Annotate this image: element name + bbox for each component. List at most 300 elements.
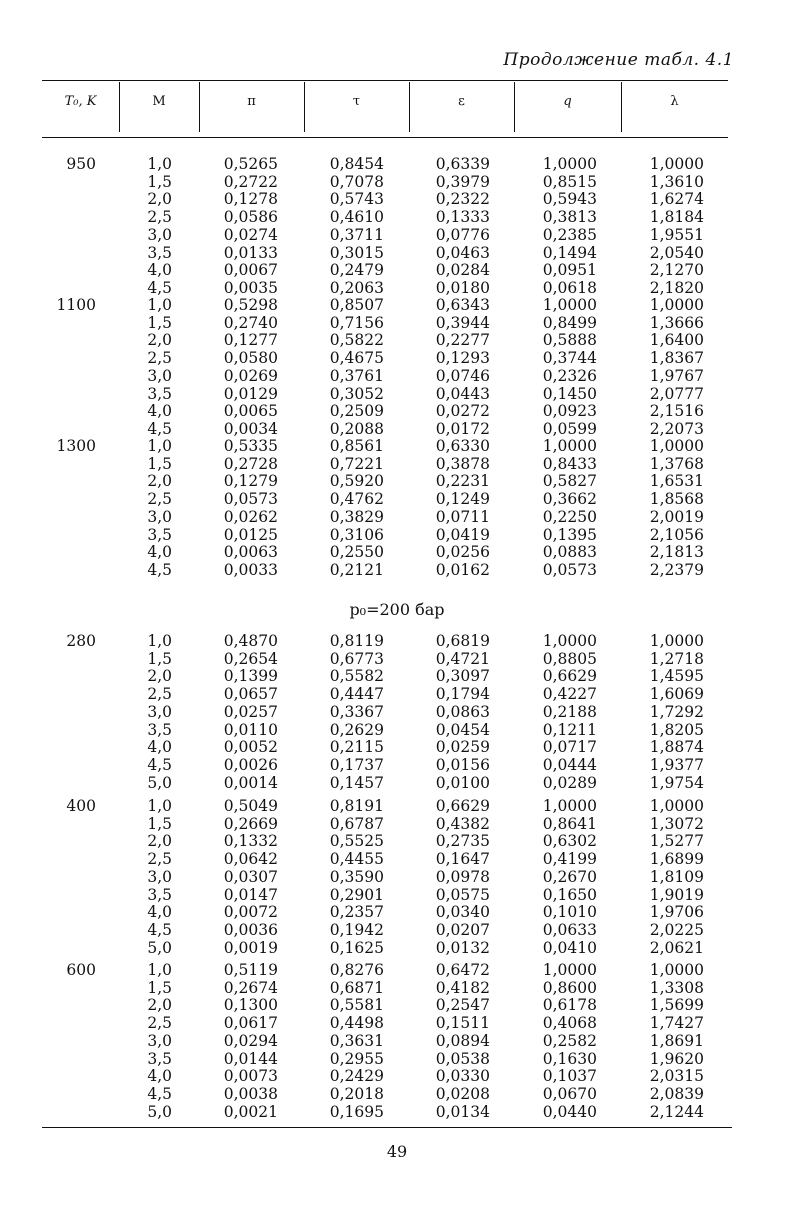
epsilon-cell: 0,2231 bbox=[435, 472, 490, 491]
mach-cell: 3,5 bbox=[147, 243, 172, 262]
tau-cell: 0,2121 bbox=[329, 560, 384, 579]
q-cell: 0,2385 bbox=[542, 225, 597, 244]
mach-cell: 5,0 bbox=[147, 938, 172, 957]
mach-cell: 3,5 bbox=[147, 720, 172, 739]
table-row bbox=[0, 261, 794, 279]
mach-cell: 1,0 bbox=[147, 961, 172, 979]
lambda-cell: 1,0000 bbox=[649, 437, 704, 455]
pi-cell: 0,2674 bbox=[223, 978, 278, 997]
pi-cell: 0,2728 bbox=[223, 454, 278, 473]
lambda-cell: 2,2073 bbox=[649, 419, 704, 438]
mach-cell: 1,5 bbox=[147, 814, 172, 833]
q-cell: 0,3744 bbox=[542, 349, 597, 368]
mach-cell: 4,5 bbox=[147, 920, 172, 939]
table-row bbox=[0, 385, 794, 403]
mach-cell: 1,0 bbox=[147, 632, 172, 650]
epsilon-cell: 0,6819 bbox=[435, 632, 490, 650]
mach-cell: 4,0 bbox=[147, 402, 172, 421]
tau-cell: 0,2357 bbox=[329, 903, 384, 922]
q-cell: 0,2582 bbox=[542, 1031, 597, 1050]
q-cell: 0,4199 bbox=[542, 850, 597, 869]
table-row bbox=[0, 402, 794, 420]
lambda-cell: 2,0315 bbox=[649, 1067, 704, 1086]
tau-cell: 0,8561 bbox=[329, 437, 384, 455]
mach-cell: 3,0 bbox=[147, 225, 172, 244]
q-cell: 0,8641 bbox=[542, 814, 597, 833]
pi-cell: 0,0573 bbox=[223, 490, 278, 509]
pi-cell: 0,0586 bbox=[223, 208, 278, 227]
q-cell: 0,0289 bbox=[542, 773, 597, 792]
table-row bbox=[0, 903, 794, 921]
table-row bbox=[0, 961, 794, 979]
tau-cell: 0,5581 bbox=[329, 996, 384, 1015]
lambda-cell: 2,0621 bbox=[649, 938, 704, 957]
q-cell: 0,8600 bbox=[542, 978, 597, 997]
q-cell: 0,1630 bbox=[542, 1049, 597, 1068]
epsilon-cell: 0,0180 bbox=[435, 278, 490, 297]
mach-cell: 3,5 bbox=[147, 885, 172, 904]
tau-cell: 0,4498 bbox=[329, 1014, 384, 1033]
lambda-cell: 1,8205 bbox=[649, 720, 704, 739]
footer-rule bbox=[42, 1127, 732, 1128]
epsilon-cell: 0,0272 bbox=[435, 402, 490, 421]
lambda-cell: 1,4595 bbox=[649, 667, 704, 686]
mach-cell: 3,5 bbox=[147, 1049, 172, 1068]
mach-cell: 1,5 bbox=[147, 172, 172, 191]
tau-cell: 0,3052 bbox=[329, 384, 384, 403]
table-row bbox=[0, 868, 794, 886]
table-row bbox=[0, 685, 794, 703]
lambda-cell: 1,7427 bbox=[649, 1014, 704, 1033]
lambda-cell: 1,9377 bbox=[649, 755, 704, 774]
lambda-cell: 1,5277 bbox=[649, 832, 704, 851]
pi-cell: 0,2654 bbox=[223, 649, 278, 668]
header-lambda: λ bbox=[670, 94, 679, 109]
lambda-cell: 1,6400 bbox=[649, 331, 704, 350]
lambda-cell: 2,0777 bbox=[649, 384, 704, 403]
q-cell: 0,8805 bbox=[542, 649, 597, 668]
lambda-cell: 1,9620 bbox=[649, 1049, 704, 1068]
epsilon-cell: 0,0207 bbox=[435, 920, 490, 939]
epsilon-cell: 0,0162 bbox=[435, 560, 490, 579]
pi-cell: 0,5265 bbox=[223, 155, 278, 173]
pi-cell: 0,0257 bbox=[223, 702, 278, 721]
table-row bbox=[0, 832, 794, 850]
q-cell: 0,3813 bbox=[542, 208, 597, 227]
mach-cell: 3,0 bbox=[147, 702, 172, 721]
header-pi: π bbox=[247, 94, 256, 109]
tau-cell: 0,8276 bbox=[329, 961, 384, 979]
header-bottom-rule bbox=[42, 137, 728, 138]
header-tau: τ bbox=[352, 94, 361, 109]
pi-cell: 0,0580 bbox=[223, 349, 278, 368]
tau-cell: 0,2629 bbox=[329, 720, 384, 739]
pi-cell: 0,0144 bbox=[223, 1049, 278, 1068]
mach-cell: 3,5 bbox=[147, 525, 172, 544]
tau-cell: 0,1695 bbox=[329, 1102, 384, 1121]
table-row bbox=[0, 1067, 794, 1085]
epsilon-cell: 0,1794 bbox=[435, 685, 490, 704]
pi-cell: 0,0269 bbox=[223, 366, 278, 385]
epsilon-cell: 0,6339 bbox=[435, 155, 490, 173]
mach-cell: 4,5 bbox=[147, 755, 172, 774]
pi-cell: 0,0133 bbox=[223, 243, 278, 262]
pi-cell: 0,0033 bbox=[223, 560, 278, 579]
mach-cell: 2,0 bbox=[147, 667, 172, 686]
header-epsilon: ε bbox=[458, 94, 465, 109]
epsilon-cell: 0,0330 bbox=[435, 1067, 490, 1086]
table-row bbox=[0, 561, 794, 579]
mach-cell: 5,0 bbox=[147, 1102, 172, 1121]
tau-cell: 0,2088 bbox=[329, 419, 384, 438]
table-row bbox=[0, 472, 794, 490]
table-row bbox=[0, 774, 794, 792]
epsilon-cell: 0,1249 bbox=[435, 490, 490, 509]
tau-cell: 0,2063 bbox=[329, 278, 384, 297]
table-row bbox=[0, 756, 794, 774]
lambda-cell: 1,9019 bbox=[649, 885, 704, 904]
lambda-cell: 1,6899 bbox=[649, 850, 704, 869]
lambda-cell: 2,1516 bbox=[649, 402, 704, 421]
lambda-cell: 1,3308 bbox=[649, 978, 704, 997]
epsilon-cell: 0,0284 bbox=[435, 261, 490, 280]
pi-cell: 0,0125 bbox=[223, 525, 278, 544]
table-row bbox=[0, 1103, 794, 1121]
epsilon-cell: 0,1511 bbox=[435, 1014, 490, 1033]
epsilon-cell: 0,3944 bbox=[435, 313, 490, 332]
tau-cell: 0,7078 bbox=[329, 172, 384, 191]
header-q: q bbox=[563, 94, 572, 109]
pi-cell: 0,5119 bbox=[223, 961, 278, 979]
pi-cell: 0,4870 bbox=[223, 632, 278, 650]
epsilon-cell: 0,2735 bbox=[435, 832, 490, 851]
epsilon-cell: 0,1293 bbox=[435, 349, 490, 368]
epsilon-cell: 0,6472 bbox=[435, 961, 490, 979]
tau-cell: 0,2901 bbox=[329, 885, 384, 904]
q-cell: 0,0599 bbox=[542, 419, 597, 438]
lambda-cell: 1,3768 bbox=[649, 454, 704, 473]
lambda-cell: 1,3072 bbox=[649, 814, 704, 833]
lambda-cell: 1,8109 bbox=[649, 867, 704, 886]
table-row bbox=[0, 850, 794, 868]
pi-cell: 0,0073 bbox=[223, 1067, 278, 1086]
pi-cell: 0,0036 bbox=[223, 920, 278, 939]
table-row bbox=[0, 632, 794, 650]
lambda-cell: 1,0000 bbox=[649, 961, 704, 979]
epsilon-cell: 0,0978 bbox=[435, 867, 490, 886]
lambda-cell: 1,0000 bbox=[649, 797, 704, 815]
q-cell: 0,1395 bbox=[542, 525, 597, 544]
epsilon-cell: 0,0419 bbox=[435, 525, 490, 544]
q-cell: 0,8499 bbox=[542, 313, 597, 332]
tau-cell: 0,3590 bbox=[329, 867, 384, 886]
lambda-cell: 2,1056 bbox=[649, 525, 704, 544]
lambda-cell: 1,5699 bbox=[649, 996, 704, 1015]
pi-cell: 0,5049 bbox=[223, 797, 278, 815]
epsilon-cell: 0,0894 bbox=[435, 1031, 490, 1050]
q-cell: 0,0883 bbox=[542, 543, 597, 562]
tau-cell: 0,1942 bbox=[329, 920, 384, 939]
lambda-cell: 1,9551 bbox=[649, 225, 704, 244]
table-row bbox=[0, 996, 794, 1014]
tau-cell: 0,8507 bbox=[329, 296, 384, 314]
pi-cell: 0,0274 bbox=[223, 225, 278, 244]
q-cell: 1,0000 bbox=[542, 632, 597, 650]
q-cell: 0,0573 bbox=[542, 560, 597, 579]
mach-cell: 1,5 bbox=[147, 978, 172, 997]
mach-cell: 4,0 bbox=[147, 1067, 172, 1086]
table-row bbox=[0, 173, 794, 191]
lambda-cell: 1,9767 bbox=[649, 366, 704, 385]
tau-cell: 0,3711 bbox=[329, 225, 384, 244]
q-cell: 0,1494 bbox=[542, 243, 597, 262]
pi-cell: 0,1279 bbox=[223, 472, 278, 491]
lambda-cell: 2,0225 bbox=[649, 920, 704, 939]
pi-cell: 0,0026 bbox=[223, 755, 278, 774]
tau-cell: 0,2509 bbox=[329, 402, 384, 421]
epsilon-cell: 0,0259 bbox=[435, 738, 490, 757]
lambda-cell: 1,6069 bbox=[649, 685, 704, 704]
pi-cell: 0,2669 bbox=[223, 814, 278, 833]
lambda-cell: 2,0839 bbox=[649, 1084, 704, 1103]
table-row bbox=[0, 508, 794, 526]
temperature-cell: 280 bbox=[66, 632, 96, 650]
tau-cell: 0,8119 bbox=[329, 632, 384, 650]
table-row bbox=[0, 921, 794, 939]
pi-cell: 0,0072 bbox=[223, 903, 278, 922]
epsilon-cell: 0,4721 bbox=[435, 649, 490, 668]
lambda-cell: 2,1244 bbox=[649, 1102, 704, 1121]
table-row bbox=[0, 1085, 794, 1103]
mach-cell: 4,5 bbox=[147, 1084, 172, 1103]
tau-cell: 0,2955 bbox=[329, 1049, 384, 1068]
lambda-cell: 1,0000 bbox=[649, 155, 704, 173]
tau-cell: 0,8454 bbox=[329, 155, 384, 173]
q-cell: 1,0000 bbox=[542, 296, 597, 314]
q-cell: 1,0000 bbox=[542, 155, 597, 173]
epsilon-cell: 0,6330 bbox=[435, 437, 490, 455]
q-cell: 0,0923 bbox=[542, 402, 597, 421]
mach-cell: 4,0 bbox=[147, 261, 172, 280]
tau-cell: 0,4675 bbox=[329, 349, 384, 368]
table-row bbox=[0, 526, 794, 544]
q-cell: 0,1450 bbox=[542, 384, 597, 403]
mach-cell: 2,0 bbox=[147, 832, 172, 851]
table-row bbox=[0, 1050, 794, 1068]
tau-cell: 0,6871 bbox=[329, 978, 384, 997]
pi-cell: 0,0294 bbox=[223, 1031, 278, 1050]
epsilon-cell: 0,0454 bbox=[435, 720, 490, 739]
mach-cell: 5,0 bbox=[147, 773, 172, 792]
pi-cell: 0,0617 bbox=[223, 1014, 278, 1033]
epsilon-cell: 0,0538 bbox=[435, 1049, 490, 1068]
table-row bbox=[0, 979, 794, 997]
tau-cell: 0,2429 bbox=[329, 1067, 384, 1086]
epsilon-cell: 0,2547 bbox=[435, 996, 490, 1015]
lambda-cell: 1,9706 bbox=[649, 903, 704, 922]
q-cell: 0,0717 bbox=[542, 738, 597, 757]
pi-cell: 0,0307 bbox=[223, 867, 278, 886]
epsilon-cell: 0,0134 bbox=[435, 1102, 490, 1121]
tau-cell: 0,4762 bbox=[329, 490, 384, 509]
lambda-cell: 1,0000 bbox=[649, 296, 704, 314]
table-row bbox=[0, 367, 794, 385]
q-cell: 0,5943 bbox=[542, 190, 597, 209]
epsilon-cell: 0,0575 bbox=[435, 885, 490, 904]
mach-cell: 4,0 bbox=[147, 543, 172, 562]
q-cell: 0,1037 bbox=[542, 1067, 597, 1086]
table-row bbox=[0, 939, 794, 957]
mach-cell: 4,0 bbox=[147, 738, 172, 757]
header-mach: M bbox=[152, 94, 166, 109]
q-cell: 0,8515 bbox=[542, 172, 597, 191]
table-row bbox=[0, 815, 794, 833]
lambda-cell: 1,6274 bbox=[649, 190, 704, 209]
pi-cell: 0,0129 bbox=[223, 384, 278, 403]
table-row bbox=[0, 490, 794, 508]
tau-cell: 0,5822 bbox=[329, 331, 384, 350]
q-cell: 0,2670 bbox=[542, 867, 597, 886]
tau-cell: 0,3015 bbox=[329, 243, 384, 262]
q-cell: 0,0633 bbox=[542, 920, 597, 939]
tau-cell: 0,5525 bbox=[329, 832, 384, 851]
table-row bbox=[0, 797, 794, 815]
mach-cell: 2,5 bbox=[147, 208, 172, 227]
q-cell: 0,4068 bbox=[542, 1014, 597, 1033]
mach-cell: 2,5 bbox=[147, 349, 172, 368]
temperature-cell: 1100 bbox=[56, 296, 96, 314]
pi-cell: 0,1300 bbox=[223, 996, 278, 1015]
q-cell: 0,5827 bbox=[542, 472, 597, 491]
epsilon-cell: 0,1647 bbox=[435, 850, 490, 869]
tau-cell: 0,2550 bbox=[329, 543, 384, 562]
pi-cell: 0,1278 bbox=[223, 190, 278, 209]
mach-cell: 2,5 bbox=[147, 490, 172, 509]
table-row bbox=[0, 1032, 794, 1050]
pi-cell: 0,0642 bbox=[223, 850, 278, 869]
table-row bbox=[0, 738, 794, 756]
epsilon-cell: 0,0340 bbox=[435, 903, 490, 922]
mach-cell: 3,0 bbox=[147, 507, 172, 526]
epsilon-cell: 0,0256 bbox=[435, 543, 490, 562]
epsilon-cell: 0,0208 bbox=[435, 1084, 490, 1103]
table-row bbox=[0, 886, 794, 904]
table-row bbox=[0, 543, 794, 561]
table-row bbox=[0, 437, 794, 455]
q-cell: 0,8433 bbox=[542, 454, 597, 473]
table-row bbox=[0, 420, 794, 438]
table-row bbox=[0, 667, 794, 685]
page-number: 49 bbox=[386, 1142, 408, 1161]
lambda-cell: 1,3610 bbox=[649, 172, 704, 191]
lambda-cell: 2,0540 bbox=[649, 243, 704, 262]
temperature-cell: 400 bbox=[66, 797, 96, 815]
epsilon-cell: 0,1333 bbox=[435, 208, 490, 227]
tau-cell: 0,4447 bbox=[329, 685, 384, 704]
epsilon-cell: 0,2277 bbox=[435, 331, 490, 350]
tau-cell: 0,3106 bbox=[329, 525, 384, 544]
tau-cell: 0,1625 bbox=[329, 938, 384, 957]
temperature-cell: 1300 bbox=[56, 437, 96, 455]
mach-cell: 2,0 bbox=[147, 331, 172, 350]
table-row bbox=[0, 155, 794, 173]
tau-cell: 0,2018 bbox=[329, 1084, 384, 1103]
epsilon-cell: 0,4382 bbox=[435, 814, 490, 833]
q-cell: 0,4227 bbox=[542, 685, 597, 704]
tau-cell: 0,5582 bbox=[329, 667, 384, 686]
mach-cell: 4,0 bbox=[147, 903, 172, 922]
lambda-cell: 1,6531 bbox=[649, 472, 704, 491]
mach-cell: 2,0 bbox=[147, 996, 172, 1015]
mach-cell: 1,5 bbox=[147, 649, 172, 668]
pi-cell: 0,1277 bbox=[223, 331, 278, 350]
pi-cell: 0,0052 bbox=[223, 738, 278, 757]
epsilon-cell: 0,3979 bbox=[435, 172, 490, 191]
q-cell: 0,0618 bbox=[542, 278, 597, 297]
tau-cell: 0,3367 bbox=[329, 702, 384, 721]
epsilon-cell: 0,0863 bbox=[435, 702, 490, 721]
tau-cell: 0,3761 bbox=[329, 366, 384, 385]
pi-cell: 0,2722 bbox=[223, 172, 278, 191]
epsilon-cell: 0,0172 bbox=[435, 419, 490, 438]
epsilon-cell: 0,0100 bbox=[435, 773, 490, 792]
epsilon-cell: 0,0776 bbox=[435, 225, 490, 244]
table-row bbox=[0, 1014, 794, 1032]
tau-cell: 0,5920 bbox=[329, 472, 384, 491]
pi-cell: 0,1332 bbox=[223, 832, 278, 851]
lambda-cell: 1,8184 bbox=[649, 208, 704, 227]
pi-cell: 0,0262 bbox=[223, 507, 278, 526]
mach-cell: 2,0 bbox=[147, 190, 172, 209]
mach-cell: 3,0 bbox=[147, 867, 172, 886]
q-cell: 0,1650 bbox=[542, 885, 597, 904]
lambda-cell: 1,9754 bbox=[649, 773, 704, 792]
tau-cell: 0,4455 bbox=[329, 850, 384, 869]
lambda-cell: 2,0019 bbox=[649, 507, 704, 526]
pi-cell: 0,0065 bbox=[223, 402, 278, 421]
lambda-cell: 1,3666 bbox=[649, 313, 704, 332]
lambda-cell: 2,1813 bbox=[649, 543, 704, 562]
pi-cell: 0,0063 bbox=[223, 543, 278, 562]
mach-cell: 1,0 bbox=[147, 797, 172, 815]
q-cell: 0,5888 bbox=[542, 331, 597, 350]
epsilon-cell: 0,6343 bbox=[435, 296, 490, 314]
table-row bbox=[0, 703, 794, 721]
tau-cell: 0,4610 bbox=[329, 208, 384, 227]
epsilon-cell: 0,0156 bbox=[435, 755, 490, 774]
mach-cell: 3,0 bbox=[147, 1031, 172, 1050]
pi-cell: 0,0034 bbox=[223, 419, 278, 438]
pi-cell: 0,2740 bbox=[223, 313, 278, 332]
table-row bbox=[0, 208, 794, 226]
mach-cell: 3,5 bbox=[147, 384, 172, 403]
q-cell: 1,0000 bbox=[542, 961, 597, 979]
tau-cell: 0,6773 bbox=[329, 649, 384, 668]
epsilon-cell: 0,0746 bbox=[435, 366, 490, 385]
q-cell: 0,0670 bbox=[542, 1084, 597, 1103]
epsilon-cell: 0,0132 bbox=[435, 938, 490, 957]
q-cell: 0,6302 bbox=[542, 832, 597, 851]
q-cell: 0,1211 bbox=[542, 720, 597, 739]
section-label: p₀=200 бар bbox=[349, 600, 445, 619]
lambda-cell: 1,7292 bbox=[649, 702, 704, 721]
table-row bbox=[0, 244, 794, 262]
epsilon-cell: 0,0443 bbox=[435, 384, 490, 403]
pi-cell: 0,5298 bbox=[223, 296, 278, 314]
tau-cell: 0,6787 bbox=[329, 814, 384, 833]
lambda-cell: 1,8691 bbox=[649, 1031, 704, 1050]
tau-cell: 0,2115 bbox=[329, 738, 384, 757]
